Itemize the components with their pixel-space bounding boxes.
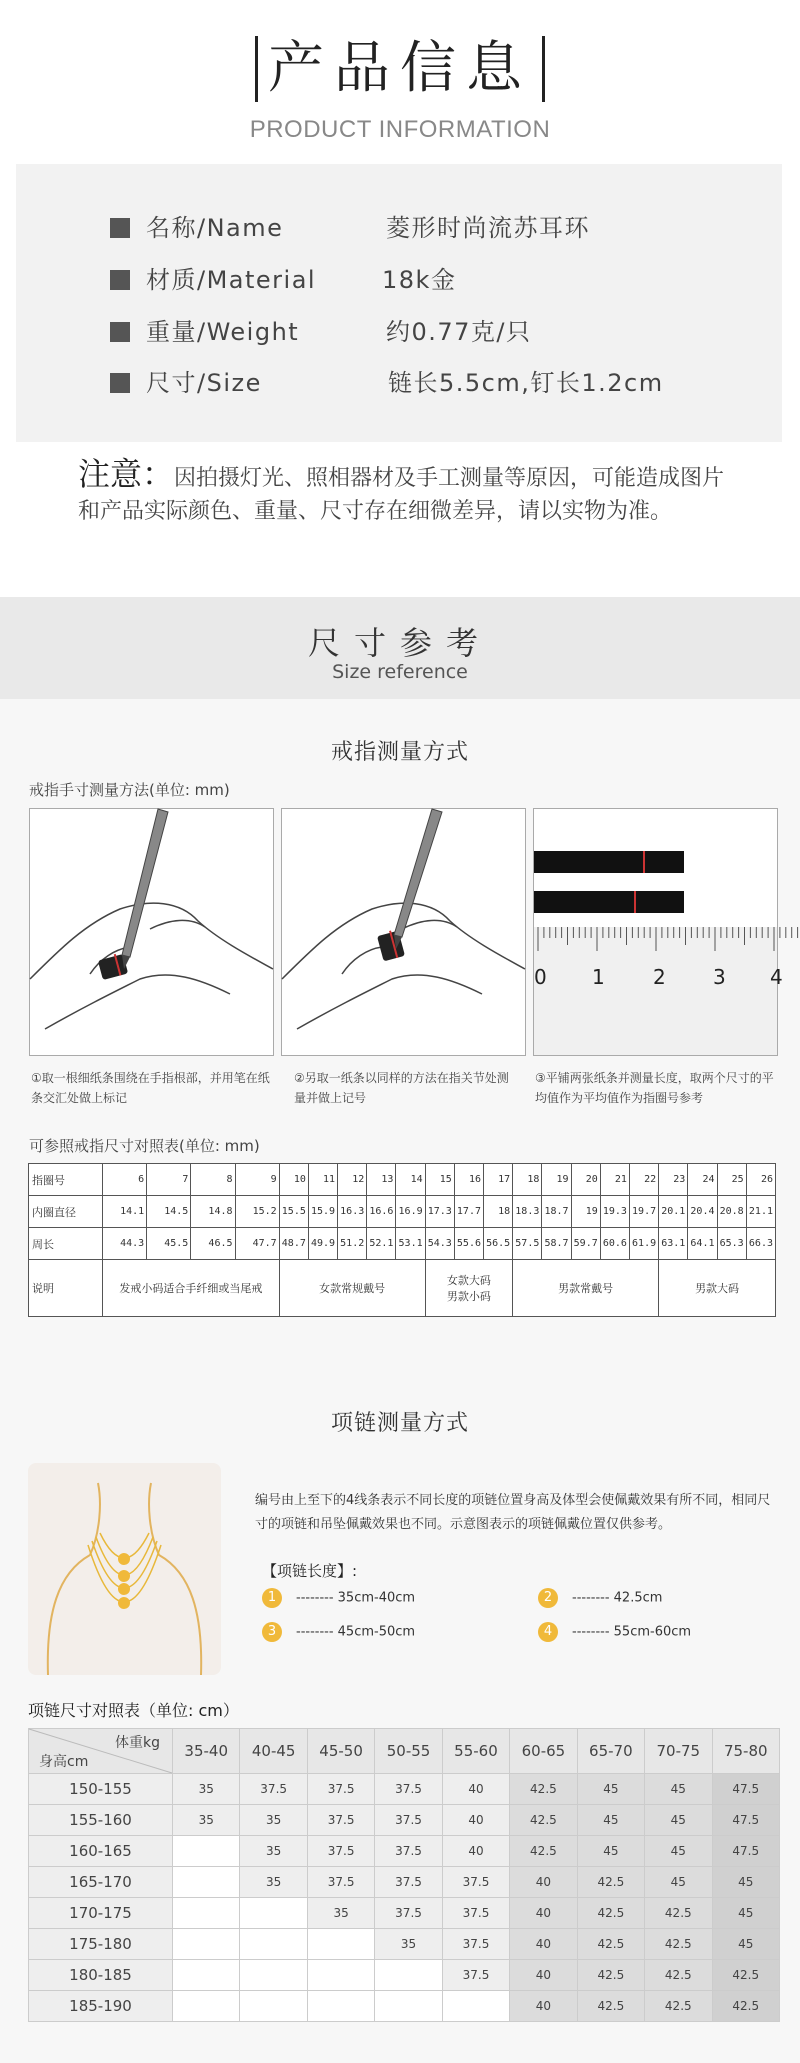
- necklace-table-cell: 35: [240, 1867, 307, 1898]
- ring-table-cell: 17: [484, 1164, 513, 1196]
- necklace-table-cell: 45: [712, 1898, 780, 1929]
- number-badge-icon: 4: [538, 1622, 558, 1642]
- ruler-number: 1: [592, 965, 605, 989]
- info-value: 菱形时尚流苏耳环: [386, 214, 590, 242]
- ring-step2-caption: ②另取一纸条以同样的方法在指关节处测量并做上记号: [294, 1071, 509, 1105]
- necklace-description: 编号由上至下的4线条表示不同长度的项链位置身高及体型会使佩戴效果有所不同，相同尺寸的项链和吊坠佩戴效果也不同。示意图表示的项链佩戴位置仅供参考。: [255, 1493, 771, 1532]
- ring-table-cell: 9: [235, 1164, 279, 1196]
- necklace-table-cell: 37.5: [375, 1805, 442, 1836]
- square-bullet-icon: [110, 322, 130, 342]
- necklace-table-cell: 40: [510, 1991, 577, 2022]
- info-value: 18k金: [382, 266, 457, 294]
- necklace-table-cell: [173, 1898, 240, 1929]
- ring-table-cell: 15.9: [308, 1196, 337, 1228]
- weight-column-header: 65-70: [577, 1729, 644, 1774]
- necklace-table-row: [29, 1960, 780, 1991]
- ring-table-cell: 48.7: [279, 1228, 308, 1260]
- info-row-material: [110, 260, 457, 295]
- ring-table-cell: 23: [659, 1164, 688, 1196]
- note: [78, 455, 728, 528]
- table-corner: [29, 1729, 173, 1774]
- ring-table-cell: 18: [513, 1164, 542, 1196]
- ruler-number: 2: [653, 965, 666, 989]
- ring-desc-cell: 男款常戴号: [513, 1260, 659, 1317]
- necklace-table-cell: 42.5: [712, 1960, 780, 1991]
- square-bullet-icon: [110, 373, 130, 393]
- necklace-table-row: [29, 1929, 780, 1960]
- ring-table-cell: 57.5: [513, 1228, 542, 1260]
- ring-table-cell: 26: [746, 1164, 775, 1196]
- weight-axis-label: 体重kg: [115, 1735, 160, 1751]
- ring-table-cell: 11: [308, 1164, 337, 1196]
- ring-table-cell: 19: [571, 1196, 600, 1228]
- necklace-table-cell: 40: [442, 1774, 509, 1805]
- necklace-table-row: [29, 1991, 780, 2022]
- necklace-table-cell: 45: [645, 1805, 712, 1836]
- ring-table-cell: 20: [571, 1164, 600, 1196]
- ring-table-label: 可参照戒指尺寸对照表(单位: mm): [29, 1137, 260, 1155]
- necklace-table-cell: [375, 1960, 442, 1991]
- necklace-table-cell: 47.5: [712, 1805, 780, 1836]
- ring-table-cell: 16.6: [367, 1196, 396, 1228]
- necklace-table-cell: [442, 1991, 509, 2022]
- ring-step1-image: [29, 808, 274, 1056]
- necklace-table-cell: [173, 1867, 240, 1898]
- necklace-table-cell: 42.5: [645, 1898, 712, 1929]
- weight-column-header: 75-80: [712, 1729, 780, 1774]
- necklace-table-cell: 42.5: [577, 1929, 644, 1960]
- ring-table-cell: 58.7: [542, 1228, 571, 1260]
- necklace-table-cell: 45: [577, 1774, 644, 1805]
- ruler-illustration: [534, 809, 783, 1055]
- ring-table-cell: 19.3: [600, 1196, 629, 1228]
- ring-table-cell: 13: [367, 1164, 396, 1196]
- necklace-table-cell: 37.5: [307, 1774, 374, 1805]
- weight-column-header: 55-60: [442, 1729, 509, 1774]
- hand-pen-illustration: [30, 809, 273, 1055]
- necklace-table-cell: [173, 1929, 240, 1960]
- ring-table-cell: 14: [396, 1164, 425, 1196]
- ring-table-cell: 7: [147, 1164, 191, 1196]
- page-subtitle: PRODUCT INFORMATION: [249, 116, 551, 143]
- necklace-table-cell: 37.5: [442, 1867, 509, 1898]
- ring-size-table: [28, 1163, 776, 1317]
- necklace-length-heading: 【项链长度】:: [262, 1562, 358, 1580]
- ring-desc-cell: 男款大码: [659, 1260, 776, 1317]
- info-box: [16, 164, 782, 442]
- info-value: 链长5.5cm,钉长1.2cm: [388, 369, 664, 397]
- necklace-table-cell: 40: [510, 1929, 577, 1960]
- necklace-table-row: [29, 1836, 780, 1867]
- necklace-table-cell: 37.5: [240, 1774, 307, 1805]
- ring-table-cell: 63.1: [659, 1228, 688, 1260]
- height-row-header: 180-185: [29, 1960, 173, 1991]
- necklace-table-cell: 37.5: [375, 1774, 442, 1805]
- square-bullet-icon: [110, 218, 130, 238]
- necklace-table-row: [29, 1898, 780, 1929]
- necklace-table-cell: [240, 1960, 307, 1991]
- necklace-table-cell: 47.5: [712, 1774, 780, 1805]
- ring-table-cell: 20.1: [659, 1196, 688, 1228]
- necklace-table-cell: 42.5: [510, 1774, 577, 1805]
- necklace-table-cell: 45: [577, 1805, 644, 1836]
- square-bullet-icon: [110, 270, 130, 290]
- necklace-header-row: [29, 1729, 780, 1774]
- ring-table-cell: 15: [425, 1164, 454, 1196]
- ring-table-cell: 16.9: [396, 1196, 425, 1228]
- ring-table-cell: 21.1: [746, 1196, 775, 1228]
- necklace-table-cell: 37.5: [307, 1805, 374, 1836]
- info-row-name: [110, 208, 590, 243]
- necklace-table-cell: 42.5: [577, 1898, 644, 1929]
- ring-table-cell: 18: [484, 1196, 513, 1228]
- info-row-size: [110, 363, 664, 398]
- note-heading: 注意：: [78, 455, 175, 493]
- ring-table-cell: 20.4: [688, 1196, 717, 1228]
- necklace-table-cell: 40: [510, 1960, 577, 1991]
- ring-table-cell: 46.5: [191, 1228, 235, 1260]
- necklace-table-cell: 35: [375, 1929, 442, 1960]
- ring-row-circumference: [29, 1228, 776, 1260]
- info-row-weight: [110, 312, 532, 347]
- ring-table-cell: 66.3: [746, 1228, 775, 1260]
- ring-step3-caption: ③平铺两张纸条并测量长度，取两个尺寸的平均值作为平均值作为指圈号参考: [535, 1071, 774, 1105]
- height-row-header: 160-165: [29, 1836, 173, 1867]
- ring-table-cell: 55.6: [454, 1228, 483, 1260]
- row-header: 说明: [29, 1260, 103, 1317]
- necklace-table-cell: [173, 1991, 240, 2022]
- number-badge-icon: 3: [262, 1622, 282, 1642]
- necklace-table-row: [29, 1774, 780, 1805]
- necklace-table-cell: 35: [173, 1774, 240, 1805]
- necklace-section-title: 项链测量方式: [330, 1411, 469, 1436]
- ring-table-cell: 18.7: [542, 1196, 571, 1228]
- necklace-table-cell: [307, 1929, 374, 1960]
- necklace-table-cell: [240, 1898, 307, 1929]
- necklace-table-cell: 42.5: [577, 1867, 644, 1898]
- necklace-table-cell: 45: [712, 1867, 780, 1898]
- ruler-number: 0: [534, 965, 547, 989]
- ring-table-cell: 24: [688, 1164, 717, 1196]
- necklace-length-item: [262, 1588, 415, 1608]
- ring-table-cell: 52.1: [367, 1228, 396, 1260]
- necklace-table-cell: 37.5: [375, 1867, 442, 1898]
- ring-table-cell: 14.8: [191, 1196, 235, 1228]
- ring-table-cell: 44.3: [103, 1228, 147, 1260]
- ring-table-cell: 6: [103, 1164, 147, 1196]
- necklace-table-cell: 37.5: [375, 1836, 442, 1867]
- ring-table-cell: 17.7: [454, 1196, 483, 1228]
- weight-column-header: 40-45: [240, 1729, 307, 1774]
- ring-table-cell: 59.7: [571, 1228, 600, 1260]
- ring-table-cell: 49.9: [308, 1228, 337, 1260]
- ring-desc-cell: 女款大码 男款小码: [425, 1260, 513, 1317]
- ring-table-cell: 60.6: [600, 1228, 629, 1260]
- number-badge-icon: 2: [538, 1588, 558, 1608]
- necklace-table-cell: 37.5: [442, 1898, 509, 1929]
- ring-table-cell: 61.9: [629, 1228, 658, 1260]
- row-header: 内圈直径: [29, 1196, 103, 1228]
- height-row-header: 155-160: [29, 1805, 173, 1836]
- ring-table-cell: 56.5: [484, 1228, 513, 1260]
- necklace-table-cell: 37.5: [375, 1898, 442, 1929]
- length-text: -------- 42.5cm: [572, 1590, 663, 1606]
- necklace-table-cell: 35: [307, 1898, 374, 1929]
- ring-row-description: [29, 1260, 776, 1317]
- ring-table-cell: 54.3: [425, 1228, 454, 1260]
- weight-column-header: 70-75: [645, 1729, 712, 1774]
- ring-table-cell: 19: [542, 1164, 571, 1196]
- weight-column-header: 35-40: [173, 1729, 240, 1774]
- number-badge-icon: 1: [262, 1588, 282, 1608]
- ring-table-cell: 20.8: [717, 1196, 746, 1228]
- necklace-bust-image: [28, 1463, 221, 1675]
- necklace-table-cell: 42.5: [645, 1991, 712, 2022]
- product-info-title-wrap: [0, 36, 800, 102]
- ring-row-diameter: [29, 1196, 776, 1228]
- info-label: 材质/Material: [146, 266, 317, 294]
- row-header: 周长: [29, 1228, 103, 1260]
- necklace-table-row: [29, 1867, 780, 1898]
- weight-column-header: 50-55: [375, 1729, 442, 1774]
- height-axis-label: 身高cm: [39, 1754, 89, 1770]
- necklace-table-cell: [307, 1960, 374, 1991]
- ring-table-cell: 16: [454, 1164, 483, 1196]
- necklace-table-cell: 45: [645, 1774, 712, 1805]
- necklace-size-table: [28, 1728, 780, 2022]
- height-row-header: 185-190: [29, 1991, 173, 2022]
- necklace-table-cell: 42.5: [577, 1991, 644, 2022]
- necklace-table-cell: 40: [442, 1836, 509, 1867]
- ring-section-title: 戒指测量方式: [330, 740, 469, 765]
- necklace-table-cell: 40: [510, 1867, 577, 1898]
- hand-pen-illustration: [282, 809, 525, 1055]
- ring-table-cell: 19.7: [629, 1196, 658, 1228]
- ring-step2-image: [281, 808, 526, 1056]
- necklace-table-cell: 47.5: [712, 1836, 780, 1867]
- necklace-table-cell: 35: [240, 1836, 307, 1867]
- ruler-number: 4: [770, 965, 783, 989]
- ring-table-cell: 10: [279, 1164, 308, 1196]
- length-text: -------- 45cm-50cm: [296, 1624, 416, 1640]
- ring-table-cell: 65.3: [717, 1228, 746, 1260]
- size-reference-title: 尺寸参考: [307, 624, 492, 662]
- ring-desc-cell: 发戒小码适合手纤细或当尾戒: [103, 1260, 280, 1317]
- necklace-table-cell: [375, 1991, 442, 2022]
- ring-table-cell: 51.2: [338, 1228, 367, 1260]
- weight-column-header: 60-65: [510, 1729, 577, 1774]
- ring-table-cell: 45.5: [147, 1228, 191, 1260]
- ring-step3-image: [533, 808, 783, 1056]
- info-label: 重量/Weight: [146, 318, 300, 346]
- necklace-table-cell: 40: [442, 1805, 509, 1836]
- necklace-table-cell: 42.5: [712, 1991, 780, 2022]
- info-label: 尺寸/Size: [146, 369, 262, 397]
- ring-table-cell: 16.3: [338, 1196, 367, 1228]
- ring-table-cell: 21: [600, 1164, 629, 1196]
- necklace-table-cell: 45: [577, 1836, 644, 1867]
- necklace-table-cell: 37.5: [442, 1929, 509, 1960]
- ring-table-cell: 15.5: [279, 1196, 308, 1228]
- row-header: 指圈号: [29, 1164, 103, 1196]
- ring-row-size: [29, 1164, 776, 1196]
- necklace-table-cell: 37.5: [307, 1867, 374, 1898]
- length-text: -------- 55cm-60cm: [572, 1624, 692, 1640]
- ring-table-cell: 14.5: [147, 1196, 191, 1228]
- height-row-header: 170-175: [29, 1898, 173, 1929]
- ring-table-cell: 25: [717, 1164, 746, 1196]
- necklace-table-cell: 35: [240, 1805, 307, 1836]
- ring-table-cell: 8: [191, 1164, 235, 1196]
- ring-desc-cell: 女款常规戴号: [279, 1260, 425, 1317]
- necklace-table-cell: [173, 1836, 240, 1867]
- necklace-table-cell: 45: [645, 1867, 712, 1898]
- ring-table-cell: 15.2: [235, 1196, 279, 1228]
- necklace-table-cell: 37.5: [307, 1836, 374, 1867]
- necklace-table-cell: [240, 1929, 307, 1960]
- ring-step1-caption: ①取一根细纸条围绕在手指根部，并用笔在纸条交汇处做上标记: [31, 1071, 270, 1105]
- info-value: 约0.77克/只: [386, 318, 532, 346]
- necklace-table-title: 项链尺寸对照表（单位: cm）: [28, 1701, 239, 1720]
- height-row-header: 150-155: [29, 1774, 173, 1805]
- necklace-length-item: [538, 1588, 662, 1608]
- necklace-table-cell: 40: [510, 1898, 577, 1929]
- necklace-positions-illustration: [28, 1463, 221, 1675]
- ring-table-cell: 47.7: [235, 1228, 279, 1260]
- ring-table-cell: 18.3: [513, 1196, 542, 1228]
- ring-table-cell: 53.1: [396, 1228, 425, 1260]
- note-text: 因拍摄灯光、照相器材及手工测量等原因，可能造成图片和产品实际颜色、重量、尺寸存在细微差异，请以实物为准。: [78, 466, 725, 524]
- necklace-table-cell: [307, 1991, 374, 2022]
- ring-method-label: 戒指手寸测量方法(单位: mm): [29, 781, 230, 799]
- size-reference-subtitle: Size reference: [332, 661, 468, 683]
- necklace-length-item: [538, 1622, 691, 1642]
- necklace-table-cell: 45: [712, 1929, 780, 1960]
- necklace-table-cell: 35: [173, 1805, 240, 1836]
- necklace-table-cell: 42.5: [577, 1960, 644, 1991]
- necklace-table-cell: [173, 1960, 240, 1991]
- necklace-table-cell: 37.5: [442, 1960, 509, 1991]
- necklace-table-cell: 42.5: [645, 1960, 712, 1991]
- necklace-length-item: [262, 1622, 415, 1642]
- ring-table-cell: 22: [629, 1164, 658, 1196]
- ruler-number: 3: [713, 965, 726, 989]
- ring-table-cell: 14.1: [103, 1196, 147, 1228]
- height-row-header: 175-180: [29, 1929, 173, 1960]
- info-label: 名称/Name: [146, 214, 284, 242]
- ring-table-cell: 17.3: [425, 1196, 454, 1228]
- necklace-table-cell: 42.5: [645, 1929, 712, 1960]
- page-title: 产品信息: [255, 36, 545, 102]
- necklace-table-cell: 45: [645, 1836, 712, 1867]
- weight-column-header: 45-50: [307, 1729, 374, 1774]
- ring-table-cell: 12: [338, 1164, 367, 1196]
- ring-table-cell: 64.1: [688, 1228, 717, 1260]
- length-text: -------- 35cm-40cm: [296, 1590, 416, 1606]
- necklace-table-cell: [240, 1991, 307, 2022]
- necklace-table-cell: 42.5: [510, 1836, 577, 1867]
- height-row-header: 165-170: [29, 1867, 173, 1898]
- necklace-table-cell: 42.5: [510, 1805, 577, 1836]
- necklace-table-row: [29, 1805, 780, 1836]
